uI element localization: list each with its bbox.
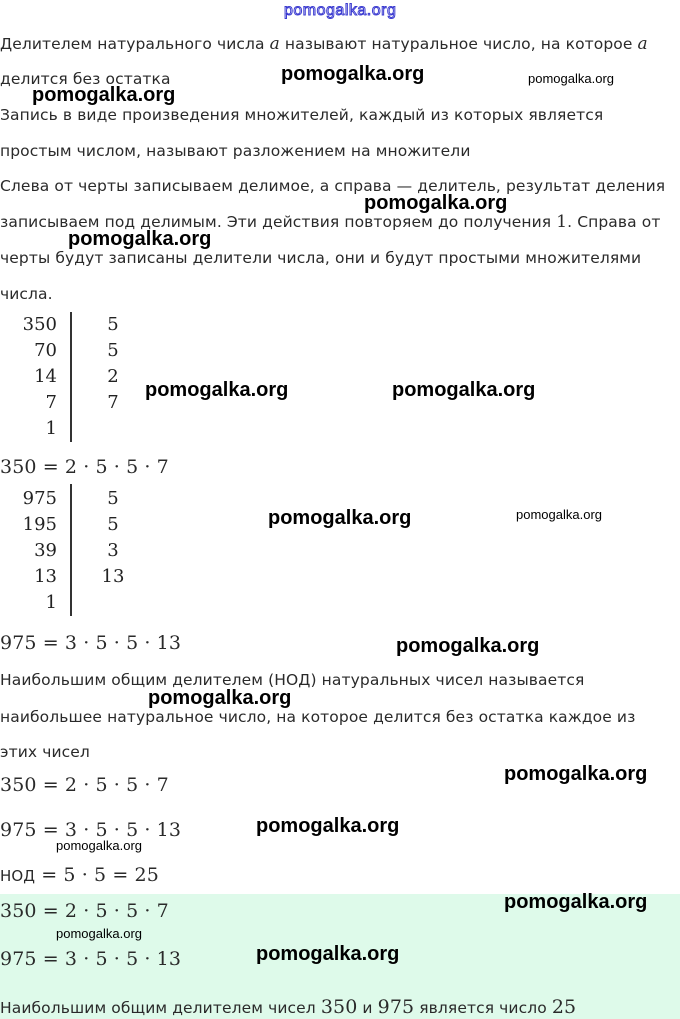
- text-span: Наибольшим общим делителем чисел: [0, 999, 321, 1017]
- nod-value: = 5 · 5 = 25: [35, 864, 159, 886]
- watermark: pomogalka.org: [256, 815, 400, 837]
- gcd-equation-975: 975 = 3 · 5 · 5 · 13: [0, 819, 182, 841]
- top-watermark: pomogalka.org: [284, 2, 397, 19]
- watermark: pomogalka.org: [145, 379, 289, 401]
- number-350: 350: [320, 996, 358, 1018]
- watermark: pomogalka.org: [516, 507, 602, 522]
- watermark: pomogalka.org: [392, 379, 536, 401]
- text-span: называют натуральное число, на которое: [279, 35, 638, 53]
- watermark: pomogalka.org: [56, 926, 142, 941]
- dividend: 39: [34, 540, 57, 561]
- text-span: и: [357, 999, 378, 1017]
- divisor-definition-line2: делится без остатка: [0, 70, 171, 88]
- factorization-definition-line1: Запись в виде произведения множителей, каждый из которых является: [0, 106, 604, 124]
- divisor-definition-line1: [0, 34, 648, 54]
- factorization-result-350: 350 = 2 · 5 · 5 · 7: [0, 456, 169, 478]
- watermark: pomogalka.org: [256, 943, 400, 965]
- dividend: 1: [45, 592, 57, 613]
- nod-label: НОД: [0, 867, 36, 885]
- number-975: 975: [377, 996, 415, 1018]
- method-line3: черты будут записаны делители числа, они и будут простыми множителями: [0, 249, 642, 267]
- divisor: 5: [107, 514, 119, 535]
- divisor: 13: [101, 566, 125, 587]
- answer-equation-975: 975 = 3 · 5 · 5 · 13: [0, 948, 182, 970]
- watermark: pomogalka.org: [268, 507, 412, 529]
- divisor: 5: [107, 340, 119, 361]
- gcd-definition-line1: Наибольшим общим делителем (НОД) натуральных чисел называется: [0, 671, 585, 689]
- watermark: pomogalka.org: [281, 63, 425, 85]
- text-span: . Справа от: [567, 213, 661, 231]
- gcd-result: [0, 864, 159, 886]
- divisor: 5: [107, 488, 119, 509]
- number-25: 25: [551, 996, 577, 1018]
- text-span: является число: [414, 999, 552, 1017]
- watermark: pomogalka.org: [68, 228, 212, 250]
- dividend: 14: [34, 366, 57, 387]
- factorization-result-975: 975 = 3 · 5 · 5 · 13: [0, 632, 182, 654]
- division-bar: [70, 312, 72, 442]
- watermark: pomogalka.org: [32, 84, 176, 106]
- watermark: pomogalka.org: [148, 687, 292, 709]
- gcd-definition-line2: наибольшее натуральное число, на которое делится без остатка каждое из: [0, 708, 636, 726]
- method-line4: числа.: [0, 285, 53, 303]
- text-span: Делителем натурального числа: [0, 35, 270, 53]
- watermark: pomogalka.org: [364, 192, 508, 214]
- divisor: 3: [107, 540, 119, 561]
- dividend: 70: [34, 340, 57, 361]
- dividend: 195: [22, 514, 57, 535]
- divisor: 2: [107, 366, 119, 387]
- number-one: 1: [556, 212, 568, 232]
- dividend: 7: [45, 392, 57, 413]
- watermark: pomogalka.org: [528, 71, 614, 86]
- dividend: 1: [45, 418, 57, 439]
- variable-a: a: [637, 34, 648, 54]
- factorization-definition-line2: простым числом, называют разложением на множители: [0, 142, 471, 160]
- dividend: 975: [22, 488, 57, 509]
- gcd-equation-350: 350 = 2 · 5 · 5 · 7: [0, 774, 169, 796]
- method-line1: Слева от черты записываем делимое, а справа — делитель, результат деления: [0, 177, 666, 195]
- dividend: 13: [34, 566, 57, 587]
- divisor: 7: [107, 392, 119, 413]
- answer-text: [0, 996, 576, 1018]
- watermark: pomogalka.org: [396, 635, 540, 657]
- dividend: 350: [22, 314, 57, 335]
- division-bar: [70, 484, 72, 616]
- answer-equation-350: 350 = 2 · 5 · 5 · 7: [0, 900, 169, 922]
- watermark: pomogalka.org: [56, 838, 142, 853]
- watermark: pomogalka.org: [504, 763, 648, 785]
- variable-a: a: [269, 34, 280, 54]
- text-span: записываем под делимым. Эти действия повторяем до получения: [0, 213, 557, 231]
- watermark: pomogalka.org: [504, 891, 648, 913]
- divisor: 5: [107, 314, 119, 335]
- gcd-definition-line3: этих чисел: [0, 743, 90, 761]
